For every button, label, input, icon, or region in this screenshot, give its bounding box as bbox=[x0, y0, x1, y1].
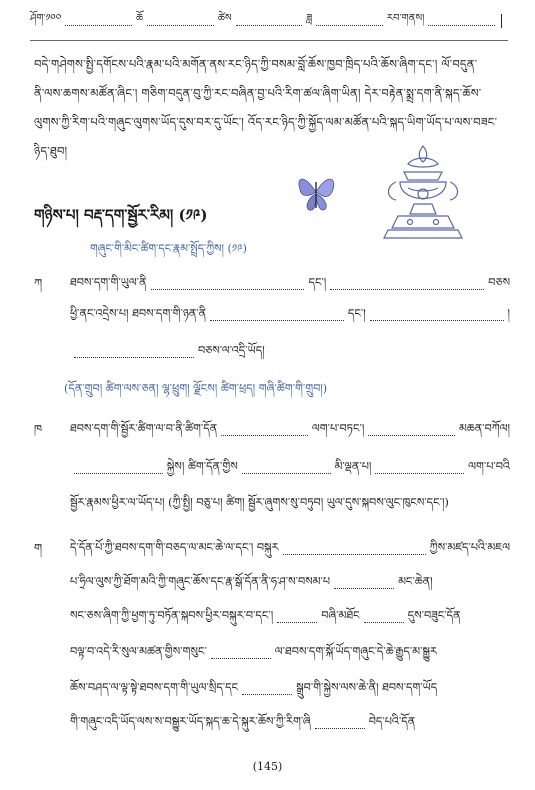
header-page-ref: ཤོག་༡༠༠ bbox=[30, 13, 62, 24]
header-dotted-blank bbox=[236, 17, 303, 26]
header-field-2: ཚེས bbox=[217, 13, 232, 24]
line-text: བཞི་མཐོང bbox=[321, 608, 360, 622]
fill-blank[interactable] bbox=[370, 314, 504, 321]
exercise-line bbox=[34, 275, 510, 297]
line-text: མང་ཆེན། bbox=[398, 574, 433, 588]
fill-blank[interactable] bbox=[283, 548, 426, 555]
line-text: བཅས་ལ་འདྲི་ཡོད། bbox=[198, 343, 265, 357]
line-text: མི་ལྡན་པ། bbox=[334, 459, 372, 473]
line-text: མཆན་བཀོལ། bbox=[458, 421, 511, 435]
exercise-line bbox=[34, 343, 510, 365]
exercise-number: ཁ bbox=[34, 421, 43, 436]
line-text: པ་ཧྲིལ་ལུས་ཀྱི་ཐོག་མའི་ཀྱི་གཞུང་ཆོས་དང་རྣ་སྒོ་དོན་ནི་ཧ་ཤ་ས་བསམ་པ bbox=[70, 574, 331, 588]
fill-blank[interactable] bbox=[74, 467, 163, 474]
line-text: ཆོས་བཤད་ལ་ལྟ་སྟེ་ཐབས་དག་གི་ཡུལ་སྲིད་དང bbox=[70, 680, 239, 694]
line-text: སྐྱེས། ཚིག་དོན་གྱིས bbox=[166, 459, 238, 473]
line-text: ཐབས་དག་གི་ཡུལ་ནི bbox=[70, 275, 147, 289]
fill-blank[interactable] bbox=[315, 722, 365, 729]
fill-blank[interactable] bbox=[364, 616, 404, 623]
line-text: ལག་པ་བའི bbox=[468, 459, 510, 473]
exercise-line bbox=[34, 540, 510, 562]
line-text: ལག་པ་བཏང་། bbox=[311, 421, 365, 435]
line-text: ཕྱི་ནང་འདྲེས་པ། ཐབས་དག་གི་ཉན་ནི bbox=[70, 306, 207, 320]
fill-blank[interactable] bbox=[277, 616, 317, 623]
line-text: ལ་ཐབས་དག་སྐོ་ཡོད་གཞུང་དེ་ཆེ་རྒྱུད་མ་སྒྱུར bbox=[274, 644, 437, 658]
header-rule bbox=[30, 40, 508, 41]
exercise-line bbox=[34, 306, 510, 328]
header-field-4: རབ་གནས། bbox=[386, 13, 425, 24]
butterfly-icon bbox=[294, 168, 338, 216]
fill-blank[interactable] bbox=[334, 582, 394, 589]
line-text: དེ་དོན་པོ་ཀྱི་ཐབས་དག་གི་བཅད་ལ་མང་ཆེ་ལ་དང་། བསྐུར bbox=[70, 540, 279, 554]
exercise-line bbox=[70, 680, 510, 702]
line-text: དང་། bbox=[347, 306, 366, 320]
exercise-line bbox=[70, 644, 510, 666]
line-text: སང་ཅས་ཞིག་ཀྱི་ཕྱག་ཏུ་བཏོན་སྐབས་ཕྱིར་བསྐུར་བ་དང་། bbox=[70, 608, 274, 622]
fill-blank[interactable] bbox=[210, 314, 344, 321]
paragraph-line: ནི་ལས་ཆགས་མཚོན་ཞིང་། གཅིག་བདུན་བུ་ཀྱི་རང་བཞིན་བྱ་པའི་རིག་ཚལ་ཞིག་ཡིན། དེར་བརྟེན་སྨྲ་དག་ནི་སྐད་ཆོས་ bbox=[34, 86, 482, 100]
exercise-line bbox=[70, 608, 510, 630]
exercise-word-bank: (དོན་གྲུབ། ཚིག་ལས་ཅན། ལྷ་ཕྲུག། ལྗོངས། ཚིག་ཕྲད། གཞི་ཚིག་གི་གྲུབ།) bbox=[64, 381, 328, 395]
exercise-line bbox=[70, 714, 510, 736]
line-text: ཀྱིས་མཛད་པའི་མཇལ bbox=[429, 540, 510, 554]
header-field-1: ཆོ bbox=[135, 13, 144, 24]
line-text: ཐབས་དག་གི་སྦྱོར་ཚིག་ལ་བ་ནི་ཚིག་དོན bbox=[70, 421, 218, 435]
header-end-bar bbox=[501, 14, 508, 28]
fill-blank[interactable] bbox=[242, 688, 292, 695]
fill-blank[interactable] bbox=[211, 652, 271, 659]
section-heading: གཉིས་པ། བརྡ་དག་སྦྱོར་རིམ། (༡༩) bbox=[34, 206, 208, 224]
exercise-number: ཀ bbox=[34, 275, 43, 290]
treasure-vase-icon bbox=[378, 142, 468, 242]
exercise-number: ག bbox=[34, 540, 43, 555]
line-text: བཅས bbox=[488, 275, 510, 289]
line-text: གི་གཞུང་འདི་ཡོད་ལས་ས་བསྒྱུར་ཡོད་སྐད་ཆ་དེ་སྐུར་ཆོས་ཀྱི་རིག་ཞི bbox=[70, 714, 311, 728]
paragraph-line: ཉིད་ཐུབ། bbox=[34, 144, 68, 158]
header-dotted-blank bbox=[428, 17, 495, 26]
section-subheading: གཞུང་གི་མིང་ཚིག་དང་རྣམ་སྤྲོད་ཀྱིས། (༡༩) bbox=[90, 242, 247, 255]
line-text: དུས་བཟུང་དོན bbox=[407, 608, 461, 622]
exercise-line bbox=[70, 574, 510, 596]
page-header bbox=[30, 10, 508, 32]
header-field-3: ཟླ bbox=[306, 13, 313, 24]
fill-blank[interactable] bbox=[151, 283, 305, 290]
paragraph-line: ལུགས་ཀྱི་རིག་པའི་གཞུང་ལུགས་ཡོད་དུས་བར་དུ་ཡོང་། འོད་རང་ཉིད་ཀྱི་སྐྱོད་ལམ་མཚོན་པའི་སྐད་ཡིག་ཡོད་པ་ལས་བཟང་ bbox=[34, 115, 498, 129]
line-text: དང་། bbox=[308, 275, 327, 289]
header-dotted-blank bbox=[316, 17, 383, 26]
exercise-line bbox=[34, 421, 510, 443]
page-number: (145) bbox=[252, 760, 283, 773]
fill-blank[interactable] bbox=[74, 351, 194, 358]
fill-blank[interactable] bbox=[221, 429, 308, 436]
line-text: སྦྱོར་རྣམས་ཕྱིར་ལ་ཡོད་པ། (ཀྱི་སྤྱི། བཅུ་པ། ཚིག། སྦྱོར་ཞུགས་སུ་བཏུབ། ཡུལ་དུས་སྐབས་ལུང་ཁུངས་དང་།) bbox=[70, 495, 449, 509]
line-text: ། bbox=[507, 306, 510, 320]
header-dotted-blank bbox=[65, 17, 132, 26]
fill-blank[interactable] bbox=[242, 467, 331, 474]
fill-blank[interactable] bbox=[375, 467, 464, 474]
line-text: སྒྲུབ་གི་སྐྱེས་ལས་ཆེ་ནི། ཐབས་དག་ཡོད bbox=[296, 680, 438, 694]
header-dotted-blank bbox=[147, 17, 214, 26]
exercise-line bbox=[70, 495, 510, 517]
line-text: བལྟ་བ་འདེ་རི་སུལ་མཚན་གྱིས་གསུང་ bbox=[70, 644, 207, 658]
exercise-line bbox=[34, 459, 510, 481]
fill-blank[interactable] bbox=[330, 283, 484, 290]
paragraph-line: བདེ་གཤེགས་སྤྱི་དགོངས་པའི་རྣམ་པའི་མགོན་ནས་རང་ཉིད་ཀྱི་བསམ་བློ་ཆོས་ཁྱབ་ཁྲིད་པའི་ཆོས་ཞིག་དང་། ལོ་བདུན་ bbox=[34, 57, 478, 71]
line-text: བེད་པའི་དོན bbox=[368, 714, 416, 728]
fill-blank[interactable] bbox=[368, 429, 455, 436]
